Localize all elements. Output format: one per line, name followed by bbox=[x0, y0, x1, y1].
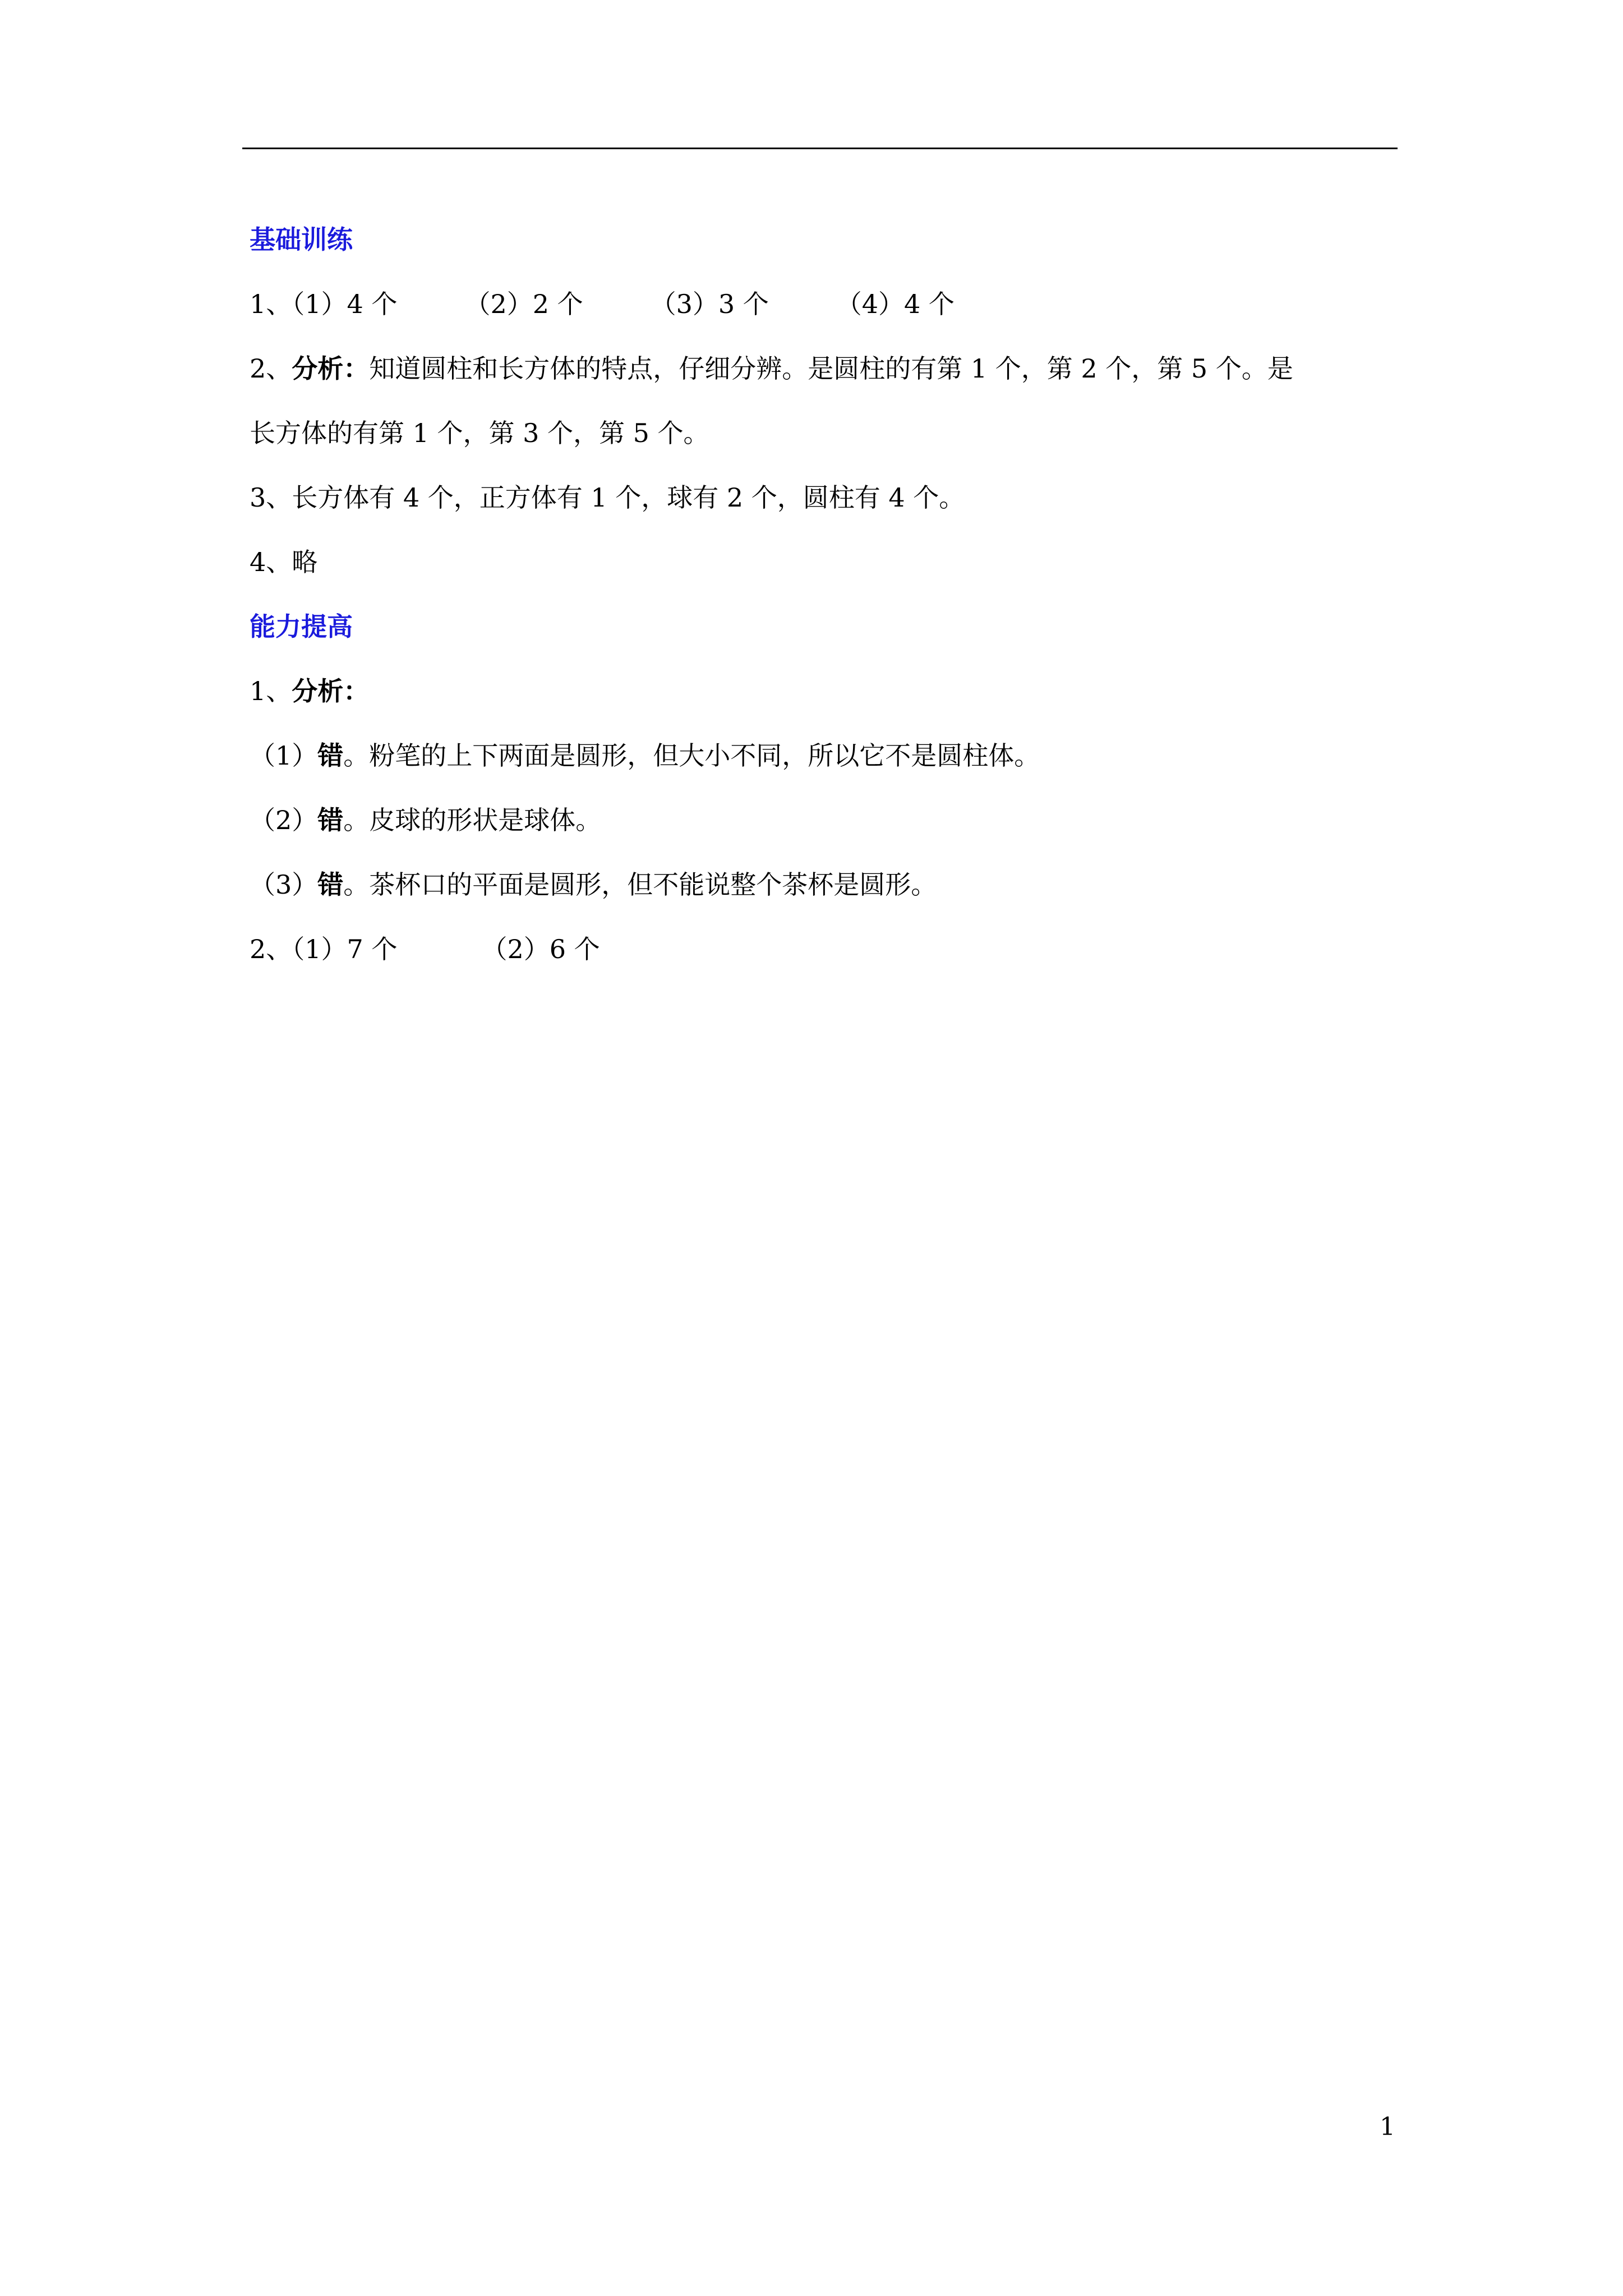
document-body bbox=[250, 208, 1399, 982]
answer-2-line-1 bbox=[250, 337, 1399, 401]
ability-answer-1-analysis-label: 分析： bbox=[292, 676, 370, 706]
section-heading-ability-improvement: 能力提高 bbox=[250, 611, 353, 642]
answer-2-text-2: 长方体的有第 1 个，第 3 个，第 5 个。 bbox=[250, 418, 709, 448]
ability-answer-1-item-3 bbox=[250, 853, 1399, 917]
item-number: （1） bbox=[250, 740, 318, 771]
answer-3: 3、长方体有 4 个，正方体有 1 个，球有 2 个，圆柱有 4 个。 bbox=[250, 482, 965, 513]
page-number: 1 bbox=[1380, 2113, 1395, 2141]
item-text: 。皮球的形状是球体。 bbox=[343, 805, 602, 835]
answer-1-part-2: （2）2 个 bbox=[464, 289, 583, 319]
item-verdict: 错 bbox=[317, 869, 344, 900]
section-heading-basic-training: 基础训练 bbox=[250, 224, 353, 255]
ability-answer-1-number: 1、 bbox=[250, 676, 292, 706]
header-rule bbox=[242, 148, 1398, 149]
ability-answer-2-part-1: （1）7 个 bbox=[292, 934, 398, 964]
answer-2-line-2 bbox=[250, 401, 1399, 466]
ability-answer-2-part-2: （2）6 个 bbox=[481, 934, 600, 964]
answer-2-text-1: 知道圆柱和长方体的特点，仔细分辨。是圆柱的有第 1 个，第 2 个，第 5 个。是 bbox=[369, 353, 1293, 384]
answer-1-part-1: （1）4 个 bbox=[292, 289, 398, 319]
item-text: 。茶杯口的平面是圆形，但不能说整个茶杯是圆形。 bbox=[343, 869, 937, 900]
ability-answer-2-number: 2、 bbox=[250, 934, 292, 964]
ability-answer-1-heading bbox=[250, 659, 1399, 724]
item-text: 。粉笔的上下两面是圆形，但大小不同，所以它不是圆柱体。 bbox=[343, 740, 1040, 771]
ability-answer-2 bbox=[250, 917, 1399, 982]
answer-2-analysis-label: 分析： bbox=[292, 353, 370, 384]
item-number: （2） bbox=[250, 805, 318, 835]
ability-answer-1-item-2 bbox=[250, 788, 1399, 853]
answer-1-part-3: （3）3 个 bbox=[650, 289, 769, 319]
answer-1-number: 1、 bbox=[250, 289, 292, 319]
ability-answer-1-item-1 bbox=[250, 724, 1399, 788]
answer-1 bbox=[250, 272, 1399, 337]
answer-1-part-4: （4）4 个 bbox=[836, 289, 955, 319]
answer-2-number: 2、 bbox=[250, 353, 292, 384]
answer-4: 4、略 bbox=[250, 547, 318, 577]
item-verdict: 错 bbox=[317, 740, 344, 771]
item-number: （3） bbox=[250, 869, 318, 900]
item-verdict: 错 bbox=[317, 805, 344, 835]
